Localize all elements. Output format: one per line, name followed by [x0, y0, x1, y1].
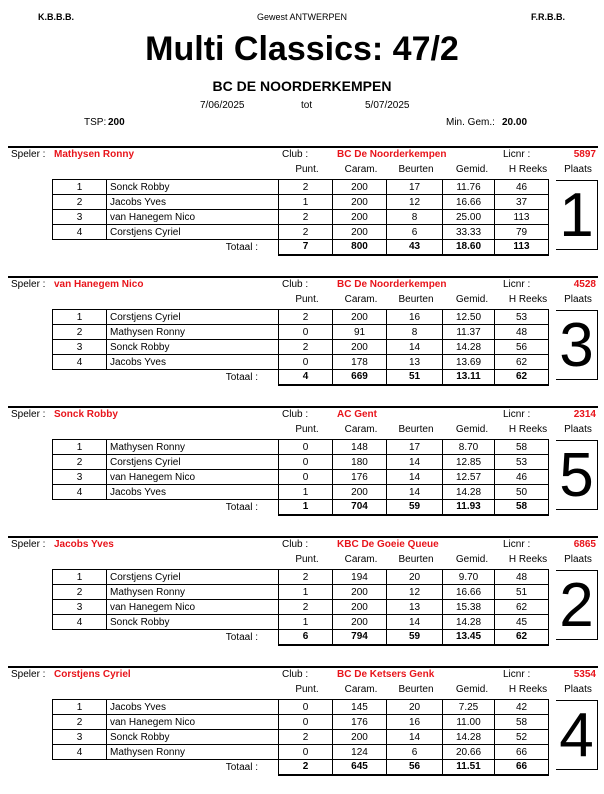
game-hreeks: 48: [495, 570, 549, 585]
game-hreeks: 53: [495, 310, 549, 325]
game-beurten: 13: [387, 355, 443, 370]
game-nr: 2: [53, 715, 107, 730]
game-row: [53, 180, 549, 195]
game-hreeks: 50: [495, 485, 549, 500]
game-hreeks: 52: [495, 730, 549, 745]
total-gemid: 13.45: [443, 630, 495, 645]
opponent-name: van Hanegem Nico: [107, 715, 279, 730]
player-licnr: 6865: [573, 539, 596, 550]
player-name: Mathysen Ronny: [54, 149, 135, 160]
game-caram: 200: [333, 600, 387, 615]
game-beurten: 12: [387, 585, 443, 600]
game-caram: 200: [333, 195, 387, 210]
game-row: [53, 470, 549, 485]
total-hreeks: 58: [495, 500, 549, 515]
game-beurten: 8: [387, 325, 443, 340]
game-punt: 2: [279, 600, 333, 615]
game-row: [53, 210, 549, 225]
total-label: Totaal :: [225, 371, 258, 383]
page-title: Multi Classics: 47/2: [145, 30, 459, 68]
game-row: [53, 325, 549, 340]
opponent-name: Corstjens Cyriel: [107, 455, 279, 470]
game-punt: 2: [279, 225, 333, 240]
total-row: [53, 500, 549, 515]
player-club: BC De Noorderkempen: [337, 279, 447, 290]
total-label: Totaal :: [225, 501, 258, 513]
total-hreeks: 62: [495, 370, 549, 385]
total-hreeks: 62: [495, 630, 549, 645]
player-block: [0, 146, 604, 274]
game-nr: 4: [53, 615, 107, 630]
col-hreeks: H Reeks: [508, 554, 548, 565]
col-caram: Caram.: [344, 164, 378, 175]
game-row: [53, 355, 549, 370]
opponent-name: Mathysen Ronny: [107, 325, 279, 340]
game-nr: 3: [53, 600, 107, 615]
game-gemid: 14.28: [443, 615, 495, 630]
game-punt: 1: [279, 585, 333, 600]
game-nr: 3: [53, 210, 107, 225]
game-caram: 200: [333, 615, 387, 630]
game-beurten: 14: [387, 470, 443, 485]
game-beurten: 16: [387, 715, 443, 730]
col-gemid: Gemid.: [455, 164, 489, 175]
total-row: [53, 630, 549, 645]
speler-label: Speler :: [11, 279, 46, 290]
col-hreeks: H Reeks: [508, 294, 548, 305]
final-place: 3: [556, 310, 598, 380]
game-caram: 176: [333, 470, 387, 485]
total-caram: 645: [333, 760, 387, 775]
game-caram: 200: [333, 210, 387, 225]
opponent-name: Jacobs Yves: [107, 700, 279, 715]
game-gemid: 14.28: [443, 485, 495, 500]
opponent-name: Mathysen Ronny: [107, 745, 279, 760]
game-row: [53, 340, 549, 355]
game-punt: 2: [279, 730, 333, 745]
game-nr: 1: [53, 440, 107, 455]
game-caram: 148: [333, 440, 387, 455]
col-plaats: Plaats: [564, 294, 592, 305]
col-punt: Punt.: [295, 684, 319, 695]
col-caram: Caram.: [344, 294, 378, 305]
games-table: [52, 439, 549, 516]
game-row: [53, 455, 549, 470]
game-caram: 145: [333, 700, 387, 715]
game-beurten: 14: [387, 615, 443, 630]
date-to: 5/07/2025: [365, 100, 410, 111]
game-gemid: 8.70: [443, 440, 495, 455]
final-place: 5: [556, 440, 598, 510]
game-caram: 124: [333, 745, 387, 760]
game-hreeks: 66: [495, 745, 549, 760]
game-hreeks: 53: [495, 455, 549, 470]
total-gemid: 11.51: [443, 760, 495, 775]
col-caram: Caram.: [344, 554, 378, 565]
col-punt: Punt.: [295, 164, 319, 175]
section-divider: [8, 666, 598, 668]
game-row: [53, 195, 549, 210]
game-hreeks: 56: [495, 340, 549, 355]
page-subtitle: BC DE NOORDERKEMPEN: [212, 78, 392, 94]
date-from: 7/06/2025: [200, 100, 245, 111]
game-beurten: 6: [387, 225, 443, 240]
total-caram: 800: [333, 240, 387, 255]
game-punt: 0: [279, 355, 333, 370]
total-beurten: 59: [387, 500, 443, 515]
total-row: [53, 240, 549, 255]
game-row: [53, 745, 549, 760]
speler-label: Speler :: [11, 539, 46, 550]
game-gemid: 16.66: [443, 195, 495, 210]
section-divider: [8, 276, 598, 278]
game-caram: 200: [333, 585, 387, 600]
club-label: Club :: [282, 149, 309, 160]
section-divider: [8, 406, 598, 408]
player-name: Jacobs Yves: [54, 539, 114, 550]
total-hreeks: 113: [495, 240, 549, 255]
col-plaats: Plaats: [564, 684, 592, 695]
game-punt: 2: [279, 340, 333, 355]
game-nr: 2: [53, 455, 107, 470]
game-beurten: 16: [387, 310, 443, 325]
game-nr: 1: [53, 310, 107, 325]
games-table: [52, 309, 549, 386]
licnr-label: Licnr :: [503, 409, 531, 420]
col-beurten: Beurten: [398, 554, 434, 565]
total-hreeks: 66: [495, 760, 549, 775]
player-name: van Hanegem Nico: [54, 279, 144, 290]
opponent-name: Jacobs Yves: [107, 355, 279, 370]
game-caram: 200: [333, 310, 387, 325]
game-nr: 1: [53, 180, 107, 195]
game-punt: 1: [279, 615, 333, 630]
opponent-name: Mathysen Ronny: [107, 585, 279, 600]
game-beurten: 13: [387, 600, 443, 615]
total-label: Totaal :: [225, 761, 258, 773]
col-plaats: Plaats: [564, 424, 592, 435]
federation-right: F.R.B.B.: [531, 12, 566, 22]
player-club: BC De Ketsers Genk: [337, 669, 435, 680]
game-punt: 0: [279, 715, 333, 730]
opponent-name: Jacobs Yves: [107, 195, 279, 210]
player-licnr: 5354: [573, 669, 596, 680]
game-caram: 200: [333, 730, 387, 745]
col-hreeks: H Reeks: [508, 424, 548, 435]
game-beurten: 17: [387, 180, 443, 195]
games-table: [52, 569, 549, 646]
min-gem-value: 20.00: [502, 117, 528, 128]
club-label: Club :: [282, 669, 309, 680]
game-beurten: 20: [387, 700, 443, 715]
section-divider: [8, 536, 598, 538]
game-hreeks: 46: [495, 470, 549, 485]
col-plaats: Plaats: [564, 164, 592, 175]
game-gemid: 12.85: [443, 455, 495, 470]
club-label: Club :: [282, 409, 309, 420]
game-gemid: 12.50: [443, 310, 495, 325]
licnr-label: Licnr :: [503, 539, 531, 550]
game-row: [53, 730, 549, 745]
game-punt: 1: [279, 485, 333, 500]
licnr-label: Licnr :: [503, 149, 531, 160]
col-beurten: Beurten: [398, 294, 434, 305]
game-punt: 2: [279, 180, 333, 195]
tsp-value: 200: [108, 117, 125, 128]
game-gemid: 14.28: [443, 340, 495, 355]
total-beurten: 56: [387, 760, 443, 775]
player-block: [0, 666, 604, 794]
final-place: 4: [556, 700, 598, 770]
game-row: [53, 615, 549, 630]
game-hreeks: 48: [495, 325, 549, 340]
game-beurten: 14: [387, 485, 443, 500]
total-label: Totaal :: [225, 241, 258, 253]
region-label: Gewest ANTWERPEN: [256, 12, 348, 22]
total-caram: 704: [333, 500, 387, 515]
opponent-name: van Hanegem Nico: [107, 600, 279, 615]
game-caram: 178: [333, 355, 387, 370]
games-table: [52, 179, 549, 256]
col-gemid: Gemid.: [455, 684, 489, 695]
total-punt: 1: [279, 500, 333, 515]
total-label: Totaal :: [225, 631, 258, 643]
game-beurten: 17: [387, 440, 443, 455]
final-place: 1: [556, 180, 598, 250]
col-gemid: Gemid.: [455, 294, 489, 305]
game-nr: 2: [53, 195, 107, 210]
game-caram: 200: [333, 340, 387, 355]
game-hreeks: 58: [495, 715, 549, 730]
game-row: [53, 600, 549, 615]
col-plaats: Plaats: [564, 554, 592, 565]
col-punt: Punt.: [295, 424, 319, 435]
game-caram: 176: [333, 715, 387, 730]
opponent-name: Sonck Robby: [107, 340, 279, 355]
opponent-name: Corstjens Cyriel: [107, 310, 279, 325]
game-nr: 1: [53, 700, 107, 715]
tsp-label: TSP:: [84, 117, 107, 128]
game-hreeks: 58: [495, 440, 549, 455]
game-beurten: 6: [387, 745, 443, 760]
col-hreeks: H Reeks: [508, 684, 548, 695]
game-nr: 3: [53, 340, 107, 355]
games-table: [52, 699, 549, 776]
total-punt: 4: [279, 370, 333, 385]
game-nr: 2: [53, 585, 107, 600]
game-row: [53, 570, 549, 585]
club-label: Club :: [282, 279, 309, 290]
col-punt: Punt.: [295, 554, 319, 565]
game-row: [53, 225, 549, 240]
game-gemid: 11.37: [443, 325, 495, 340]
game-caram: 200: [333, 485, 387, 500]
game-hreeks: 46: [495, 180, 549, 195]
player-club: KBC De Goeie Queue: [337, 539, 439, 550]
licnr-label: Licnr :: [503, 279, 531, 290]
opponent-name: van Hanegem Nico: [107, 210, 279, 225]
game-beurten: 14: [387, 455, 443, 470]
col-caram: Caram.: [344, 424, 378, 435]
game-gemid: 33.33: [443, 225, 495, 240]
game-punt: 0: [279, 325, 333, 340]
game-row: [53, 700, 549, 715]
total-punt: 6: [279, 630, 333, 645]
opponent-name: Corstjens Cyriel: [107, 570, 279, 585]
player-licnr: 4528: [573, 279, 596, 290]
opponent-name: van Hanegem Nico: [107, 470, 279, 485]
col-beurten: Beurten: [398, 684, 434, 695]
game-punt: 2: [279, 570, 333, 585]
col-punt: Punt.: [295, 294, 319, 305]
player-club: BC De Noorderkempen: [337, 149, 447, 160]
game-nr: 4: [53, 225, 107, 240]
col-gemid: Gemid.: [455, 424, 489, 435]
game-beurten: 14: [387, 730, 443, 745]
club-label: Club :: [282, 539, 309, 550]
game-gemid: 11.76: [443, 180, 495, 195]
game-caram: 200: [333, 225, 387, 240]
section-divider: [8, 146, 598, 148]
game-row: [53, 715, 549, 730]
game-nr: 4: [53, 485, 107, 500]
game-beurten: 20: [387, 570, 443, 585]
game-gemid: 14.28: [443, 730, 495, 745]
opponent-name: Sonck Robby: [107, 615, 279, 630]
game-nr: 1: [53, 570, 107, 585]
opponent-name: Jacobs Yves: [107, 485, 279, 500]
total-punt: 7: [279, 240, 333, 255]
col-beurten: Beurten: [398, 164, 434, 175]
game-gemid: 13.69: [443, 355, 495, 370]
opponent-name: Sonck Robby: [107, 730, 279, 745]
col-hreeks: H Reeks: [508, 164, 548, 175]
col-beurten: Beurten: [398, 424, 434, 435]
col-gemid: Gemid.: [455, 554, 489, 565]
game-gemid: 15.38: [443, 600, 495, 615]
player-block: [0, 276, 604, 404]
federation-left: K.B.B.B.: [38, 12, 74, 22]
game-hreeks: 79: [495, 225, 549, 240]
game-caram: 194: [333, 570, 387, 585]
game-beurten: 12: [387, 195, 443, 210]
game-gemid: 25.00: [443, 210, 495, 225]
total-gemid: 18.60: [443, 240, 495, 255]
game-hreeks: 45: [495, 615, 549, 630]
game-gemid: 11.00: [443, 715, 495, 730]
player-club: AC Gent: [337, 409, 377, 420]
opponent-name: Corstjens Cyriel: [107, 225, 279, 240]
total-caram: 794: [333, 630, 387, 645]
game-beurten: 14: [387, 340, 443, 355]
game-punt: 0: [279, 745, 333, 760]
player-name: Sonck Robby: [54, 409, 118, 420]
game-beurten: 8: [387, 210, 443, 225]
total-beurten: 51: [387, 370, 443, 385]
total-beurten: 43: [387, 240, 443, 255]
player-licnr: 5897: [573, 149, 596, 160]
game-row: [53, 310, 549, 325]
total-row: [53, 370, 549, 385]
game-caram: 180: [333, 455, 387, 470]
game-gemid: 9.70: [443, 570, 495, 585]
game-punt: 1: [279, 195, 333, 210]
speler-label: Speler :: [11, 409, 46, 420]
game-hreeks: 42: [495, 700, 549, 715]
game-punt: 0: [279, 470, 333, 485]
total-beurten: 59: [387, 630, 443, 645]
game-caram: 200: [333, 180, 387, 195]
col-caram: Caram.: [344, 684, 378, 695]
total-gemid: 11.93: [443, 500, 495, 515]
game-hreeks: 113: [495, 210, 549, 225]
game-punt: 0: [279, 455, 333, 470]
game-row: [53, 485, 549, 500]
total-gemid: 13.11: [443, 370, 495, 385]
total-punt: 2: [279, 760, 333, 775]
game-gemid: 7.25: [443, 700, 495, 715]
total-row: [53, 760, 549, 775]
date-separator: tot: [301, 100, 313, 111]
opponent-name: Mathysen Ronny: [107, 440, 279, 455]
player-block: [0, 406, 604, 534]
game-punt: 0: [279, 700, 333, 715]
game-nr: 3: [53, 730, 107, 745]
opponent-name: Sonck Robby: [107, 180, 279, 195]
game-nr: 4: [53, 745, 107, 760]
min-gem-label: Min. Gem.:: [446, 117, 495, 128]
final-place: 2: [556, 570, 598, 640]
speler-label: Speler :: [11, 149, 46, 160]
game-hreeks: 37: [495, 195, 549, 210]
game-caram: 91: [333, 325, 387, 340]
game-gemid: 20.66: [443, 745, 495, 760]
speler-label: Speler :: [11, 669, 46, 680]
licnr-label: Licnr :: [503, 669, 531, 680]
game-row: [53, 585, 549, 600]
player-block: [0, 536, 604, 664]
player-licnr: 2314: [573, 409, 596, 420]
game-nr: 2: [53, 325, 107, 340]
game-punt: 2: [279, 210, 333, 225]
total-caram: 669: [333, 370, 387, 385]
game-nr: 3: [53, 470, 107, 485]
game-punt: 2: [279, 310, 333, 325]
game-row: [53, 440, 549, 455]
game-hreeks: 62: [495, 355, 549, 370]
game-punt: 0: [279, 440, 333, 455]
game-gemid: 12.57: [443, 470, 495, 485]
player-name: Corstjens Cyriel: [54, 669, 131, 680]
game-gemid: 16.66: [443, 585, 495, 600]
game-nr: 4: [53, 355, 107, 370]
game-hreeks: 51: [495, 585, 549, 600]
game-hreeks: 62: [495, 600, 549, 615]
